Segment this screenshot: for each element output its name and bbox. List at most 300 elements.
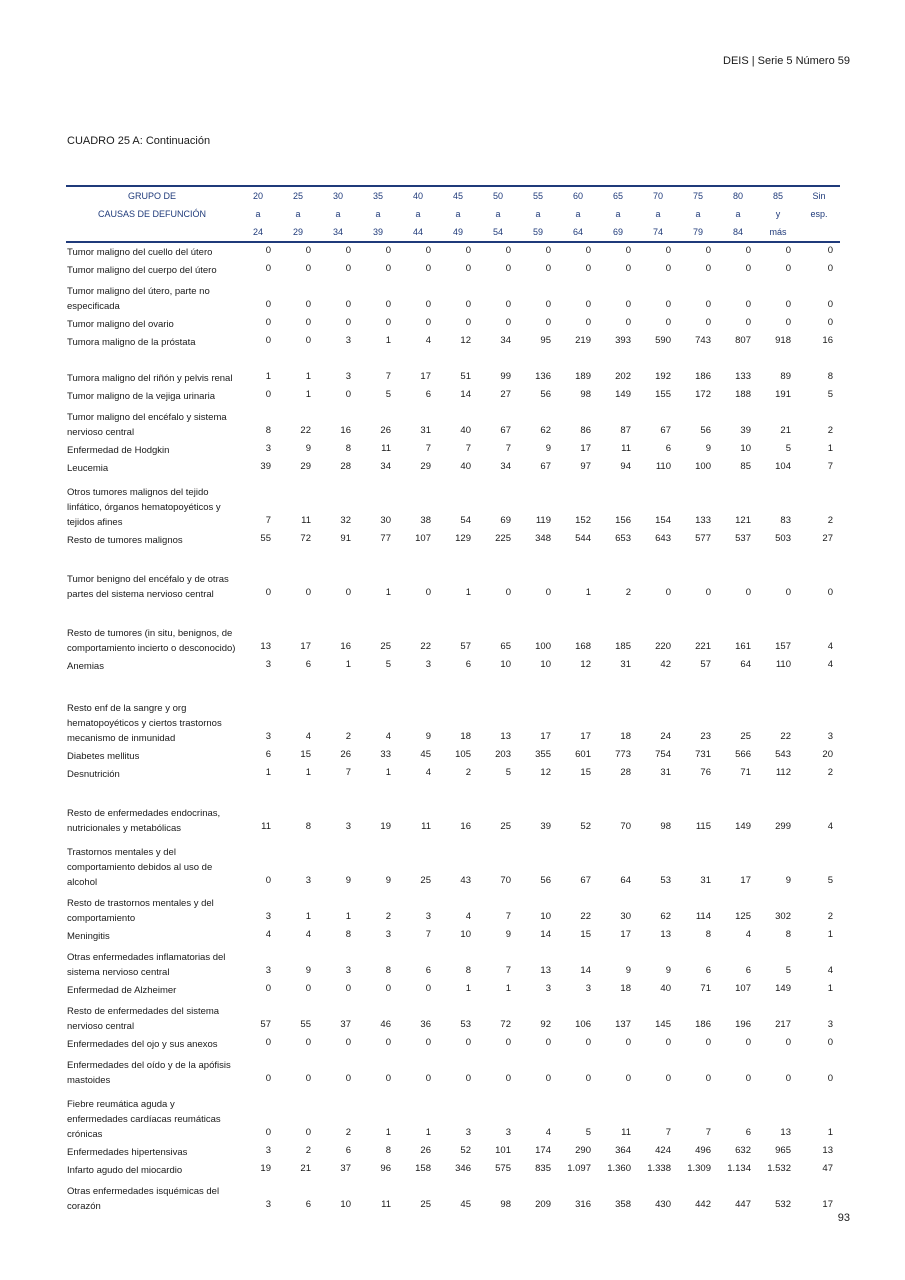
table-row bbox=[66, 602, 840, 656]
value-cell: 0 bbox=[827, 317, 833, 328]
table-row bbox=[66, 764, 840, 782]
value-cell: 1 bbox=[305, 911, 311, 922]
header-age-cell: y bbox=[775, 209, 781, 219]
value-cell: 0 bbox=[827, 587, 833, 598]
value-cell: 731 bbox=[695, 749, 711, 760]
value-cell: 0 bbox=[465, 317, 471, 328]
value-cell: 0 bbox=[585, 1073, 591, 1084]
value-cell: 86 bbox=[580, 425, 591, 436]
value-cell: 1.360 bbox=[607, 1163, 631, 1174]
value-cell: 0 bbox=[505, 317, 511, 328]
header-row bbox=[66, 205, 840, 223]
value-cell: 0 bbox=[785, 587, 791, 598]
value-cell: 16 bbox=[460, 821, 471, 832]
value-cell: 64 bbox=[620, 875, 631, 886]
value-cell: 2 bbox=[305, 1145, 311, 1156]
value-cell: 24 bbox=[660, 731, 671, 742]
value-cell: 0 bbox=[585, 245, 591, 256]
header-cause-cell bbox=[66, 223, 238, 242]
header-age-cell: 70 bbox=[638, 186, 678, 205]
value-cell: 1 bbox=[305, 389, 311, 400]
table-row bbox=[66, 746, 840, 764]
value-cell: 0 bbox=[385, 1037, 391, 1048]
value-cell: 55 bbox=[260, 533, 271, 544]
value-cell: 100 bbox=[535, 641, 551, 652]
value-cell: 1.338 bbox=[647, 1163, 671, 1174]
value-cell: 0 bbox=[305, 1127, 311, 1138]
value-cell: 0 bbox=[425, 983, 431, 994]
value-cell: 7 bbox=[345, 767, 351, 778]
value-cell: 2 bbox=[827, 515, 833, 526]
value-cell: 39 bbox=[540, 821, 551, 832]
value-cell: 0 bbox=[305, 263, 311, 274]
value-cell: 5 bbox=[385, 389, 391, 400]
table-body bbox=[66, 242, 840, 1214]
header-age-cell: a bbox=[255, 209, 261, 219]
value-cell: 1 bbox=[385, 767, 391, 778]
value-cell: 0 bbox=[545, 1037, 551, 1048]
value-cell: 4 bbox=[745, 929, 751, 940]
value-cell: 316 bbox=[575, 1199, 591, 1210]
value-cell: 0 bbox=[665, 587, 671, 598]
value-cell: 4 bbox=[425, 767, 431, 778]
header-age-cell: 45 bbox=[438, 186, 478, 205]
value-cell: 5 bbox=[785, 965, 791, 976]
value-cell: 12 bbox=[540, 767, 551, 778]
value-cell: 91 bbox=[340, 533, 351, 544]
value-cell: 0 bbox=[665, 299, 671, 310]
value-cell: 4 bbox=[827, 821, 833, 832]
value-cell: 12 bbox=[460, 335, 471, 346]
value-cell: 97 bbox=[580, 461, 591, 472]
value-cell: 5 bbox=[827, 875, 833, 886]
value-cell: 0 bbox=[265, 587, 271, 598]
cause-label: Diabetes mellitus bbox=[67, 751, 140, 762]
value-cell: 3 bbox=[265, 911, 271, 922]
value-cell: 9 bbox=[785, 875, 791, 886]
value-cell: 185 bbox=[615, 641, 631, 652]
value-cell: 496 bbox=[695, 1145, 711, 1156]
value-cell: 105 bbox=[455, 749, 471, 760]
header-age-cell: 34 bbox=[318, 223, 358, 242]
value-cell: 0 bbox=[665, 263, 671, 274]
value-cell: 4 bbox=[425, 335, 431, 346]
value-cell: 590 bbox=[655, 335, 671, 346]
value-cell: 4 bbox=[827, 659, 833, 670]
value-cell: 754 bbox=[655, 749, 671, 760]
table-row bbox=[66, 944, 840, 980]
table-row bbox=[66, 404, 840, 440]
value-cell: 136 bbox=[535, 371, 551, 382]
value-cell: 98 bbox=[500, 1199, 511, 1210]
value-cell: 10 bbox=[340, 1199, 351, 1210]
value-cell: 186 bbox=[695, 371, 711, 382]
value-cell: 28 bbox=[340, 461, 351, 472]
value-cell: 0 bbox=[745, 587, 751, 598]
value-cell: 6 bbox=[305, 659, 311, 670]
value-cell: 18 bbox=[620, 731, 631, 742]
value-cell: 46 bbox=[380, 1019, 391, 1030]
table-row bbox=[66, 836, 840, 890]
value-cell: 7 bbox=[827, 461, 833, 472]
value-cell: 40 bbox=[460, 461, 471, 472]
cause-label: Resto enf de la sangre y org hematopoyéticos y ciertos trastornos mecanismo de inmunidad bbox=[67, 703, 222, 744]
value-cell: 8 bbox=[705, 929, 711, 940]
value-cell: 133 bbox=[695, 515, 711, 526]
table-row bbox=[66, 350, 840, 386]
value-cell: 69 bbox=[500, 515, 511, 526]
cause-label: Resto de enfermedades endocrinas, nutricionales y metabólicas bbox=[67, 808, 221, 834]
value-cell: 2 bbox=[827, 911, 833, 922]
header-age-cell: 85 bbox=[758, 186, 798, 205]
value-cell: 0 bbox=[305, 317, 311, 328]
value-cell: 0 bbox=[465, 1073, 471, 1084]
value-cell: 0 bbox=[665, 317, 671, 328]
value-cell: 217 bbox=[775, 1019, 791, 1030]
value-cell: 106 bbox=[575, 1019, 591, 1030]
header-age-cell: 30 bbox=[318, 186, 358, 205]
value-cell: 8 bbox=[785, 929, 791, 940]
value-cell: 566 bbox=[735, 749, 751, 760]
value-cell: 3 bbox=[265, 1199, 271, 1210]
value-cell: 110 bbox=[655, 461, 671, 472]
table-row bbox=[66, 1178, 840, 1214]
header-age-cell: 59 bbox=[518, 223, 558, 242]
header-age-cell: 49 bbox=[438, 223, 478, 242]
cause-label: Meningitis bbox=[67, 931, 110, 942]
value-cell: 26 bbox=[420, 1145, 431, 1156]
value-cell: 54 bbox=[460, 515, 471, 526]
value-cell: 55 bbox=[300, 1019, 311, 1030]
value-cell: 115 bbox=[695, 821, 711, 832]
cause-label: Trastornos mentales y del comportamiento debidos al uso de alcohol bbox=[67, 847, 213, 888]
value-cell: 0 bbox=[265, 335, 271, 346]
header-age-cell: 40 bbox=[398, 186, 438, 205]
value-cell: 5 bbox=[585, 1127, 591, 1138]
value-cell: 1 bbox=[585, 587, 591, 598]
header-cause-cell: CAUSAS DE DEFUNCIÓN bbox=[97, 209, 206, 219]
value-cell: 25 bbox=[740, 731, 751, 742]
value-cell: 3 bbox=[345, 371, 351, 382]
value-cell: 1 bbox=[345, 911, 351, 922]
value-cell: 0 bbox=[785, 263, 791, 274]
header-row bbox=[66, 223, 840, 242]
value-cell: 575 bbox=[495, 1163, 511, 1174]
value-cell: 31 bbox=[660, 767, 671, 778]
value-cell: 156 bbox=[615, 515, 631, 526]
value-cell: 17 bbox=[620, 929, 631, 940]
value-cell: 424 bbox=[655, 1145, 671, 1156]
value-cell: 27 bbox=[500, 389, 511, 400]
value-cell: 918 bbox=[775, 335, 791, 346]
cause-label: Resto de tumores (in situ, benignos, de comportamiento incierto o desconocido) bbox=[67, 628, 236, 654]
value-cell: 3 bbox=[265, 731, 271, 742]
value-cell: 129 bbox=[455, 533, 471, 544]
value-cell: 2 bbox=[827, 425, 833, 436]
value-cell: 5 bbox=[785, 443, 791, 454]
value-cell: 0 bbox=[785, 299, 791, 310]
value-cell: 67 bbox=[580, 875, 591, 886]
header-age-cell: 35 bbox=[358, 186, 398, 205]
cause-label: Anemias bbox=[67, 661, 104, 672]
value-cell: 302 bbox=[775, 911, 791, 922]
value-cell: 4 bbox=[305, 929, 311, 940]
value-cell: 225 bbox=[495, 533, 511, 544]
cause-label: Tumor maligno del útero, parte no especificada bbox=[67, 286, 210, 312]
value-cell: 13 bbox=[260, 641, 271, 652]
header-age-cell bbox=[798, 223, 840, 242]
value-cell: 0 bbox=[265, 389, 271, 400]
value-cell: 9 bbox=[305, 443, 311, 454]
value-cell: 37 bbox=[340, 1163, 351, 1174]
value-cell: 3 bbox=[505, 1127, 511, 1138]
value-cell: 107 bbox=[415, 533, 431, 544]
value-cell: 0 bbox=[265, 263, 271, 274]
value-cell: 348 bbox=[535, 533, 551, 544]
value-cell: 1.309 bbox=[687, 1163, 711, 1174]
cause-label: Otras enfermedades isquémicas del corazón bbox=[67, 1186, 220, 1212]
table-row bbox=[66, 548, 840, 602]
value-cell: 22 bbox=[780, 731, 791, 742]
table-row bbox=[66, 1034, 840, 1052]
value-cell: 70 bbox=[620, 821, 631, 832]
value-cell: 0 bbox=[745, 245, 751, 256]
header-age-cell: a bbox=[535, 209, 541, 219]
value-cell: 174 bbox=[535, 1145, 551, 1156]
value-cell: 14 bbox=[580, 965, 591, 976]
value-cell: 53 bbox=[460, 1019, 471, 1030]
value-cell: 5 bbox=[827, 389, 833, 400]
value-cell: 0 bbox=[827, 245, 833, 256]
value-cell: 3 bbox=[827, 731, 833, 742]
value-cell: 3 bbox=[465, 1127, 471, 1138]
value-cell: 2 bbox=[827, 767, 833, 778]
value-cell: 1 bbox=[305, 767, 311, 778]
value-cell: 100 bbox=[695, 461, 711, 472]
mortality-table-container bbox=[66, 185, 840, 1214]
value-cell: 3 bbox=[345, 965, 351, 976]
value-cell: 643 bbox=[655, 533, 671, 544]
value-cell: 56 bbox=[540, 875, 551, 886]
value-cell: 18 bbox=[460, 731, 471, 742]
value-cell: 430 bbox=[655, 1199, 671, 1210]
value-cell: 1 bbox=[827, 443, 833, 454]
value-cell: 62 bbox=[540, 425, 551, 436]
value-cell: 221 bbox=[695, 641, 711, 652]
value-cell: 0 bbox=[545, 299, 551, 310]
value-cell: 40 bbox=[660, 983, 671, 994]
value-cell: 0 bbox=[465, 263, 471, 274]
value-cell: 121 bbox=[735, 515, 751, 526]
header-age-cell: 84 bbox=[718, 223, 758, 242]
value-cell: 0 bbox=[385, 317, 391, 328]
header-age-cell: 25 bbox=[278, 186, 318, 205]
value-cell: 543 bbox=[775, 749, 791, 760]
value-cell: 89 bbox=[780, 371, 791, 382]
value-cell: 188 bbox=[735, 389, 751, 400]
value-cell: 9 bbox=[385, 875, 391, 886]
value-cell: 149 bbox=[775, 983, 791, 994]
value-cell: 2 bbox=[345, 1127, 351, 1138]
value-cell: 98 bbox=[580, 389, 591, 400]
value-cell: 13 bbox=[822, 1145, 833, 1156]
value-cell: 0 bbox=[265, 1073, 271, 1084]
value-cell: 149 bbox=[615, 389, 631, 400]
value-cell: 9 bbox=[545, 443, 551, 454]
cause-label: Infarto agudo del miocardio bbox=[67, 1165, 183, 1176]
value-cell: 7 bbox=[385, 371, 391, 382]
value-cell: 0 bbox=[827, 1073, 833, 1084]
value-cell: 67 bbox=[500, 425, 511, 436]
table-row bbox=[66, 1160, 840, 1178]
value-cell: 5 bbox=[385, 659, 391, 670]
value-cell: 0 bbox=[625, 317, 631, 328]
value-cell: 6 bbox=[745, 1127, 751, 1138]
value-cell: 6 bbox=[305, 1199, 311, 1210]
value-cell: 0 bbox=[265, 245, 271, 256]
value-cell: 0 bbox=[745, 1037, 751, 1048]
header-age-cell: 75 bbox=[678, 186, 718, 205]
value-cell: 0 bbox=[745, 1073, 751, 1084]
value-cell: 202 bbox=[615, 371, 631, 382]
value-cell: 51 bbox=[460, 371, 471, 382]
value-cell: 0 bbox=[265, 875, 271, 886]
page-number: 93 bbox=[837, 1212, 850, 1224]
value-cell: 1 bbox=[425, 1127, 431, 1138]
value-cell: 72 bbox=[300, 533, 311, 544]
value-cell: 8 bbox=[345, 929, 351, 940]
value-cell: 33 bbox=[380, 749, 391, 760]
value-cell: 7 bbox=[665, 1127, 671, 1138]
value-cell: 11 bbox=[421, 821, 431, 832]
value-cell: 0 bbox=[425, 263, 431, 274]
value-cell: 152 bbox=[575, 515, 591, 526]
value-cell: 0 bbox=[305, 335, 311, 346]
table-row bbox=[66, 980, 840, 998]
value-cell: 632 bbox=[735, 1145, 751, 1156]
value-cell: 3 bbox=[425, 659, 431, 670]
value-cell: 30 bbox=[380, 515, 391, 526]
table-row bbox=[66, 530, 840, 548]
value-cell: 34 bbox=[500, 335, 511, 346]
value-cell: 17 bbox=[822, 1199, 833, 1210]
cause-label: Tumor maligno del cuello del útero bbox=[67, 247, 213, 258]
value-cell: 7 bbox=[505, 965, 511, 976]
value-cell: 0 bbox=[505, 587, 511, 598]
value-cell: 7 bbox=[265, 515, 271, 526]
value-cell: 1.134 bbox=[727, 1163, 751, 1174]
value-cell: 0 bbox=[465, 1037, 471, 1048]
value-cell: 57 bbox=[700, 659, 711, 670]
value-cell: 0 bbox=[785, 1073, 791, 1084]
table-row bbox=[66, 1052, 840, 1088]
value-cell: 32 bbox=[340, 515, 351, 526]
value-cell: 6 bbox=[265, 749, 271, 760]
header-age-cell: a bbox=[735, 209, 741, 219]
value-cell: 9 bbox=[705, 443, 711, 454]
value-cell: 98 bbox=[660, 821, 671, 832]
value-cell: 19 bbox=[380, 821, 391, 832]
value-cell: 0 bbox=[745, 263, 751, 274]
value-cell: 45 bbox=[420, 749, 431, 760]
value-cell: 77 bbox=[380, 533, 391, 544]
table-row bbox=[66, 458, 840, 476]
value-cell: 0 bbox=[545, 1073, 551, 1084]
value-cell: 158 bbox=[415, 1163, 431, 1174]
value-cell: 0 bbox=[345, 263, 351, 274]
header-age-cell: 64 bbox=[558, 223, 598, 242]
value-cell: 0 bbox=[265, 1127, 271, 1138]
value-cell: 13 bbox=[540, 965, 551, 976]
value-cell: 3 bbox=[345, 821, 351, 832]
value-cell: 0 bbox=[385, 245, 391, 256]
value-cell: 196 bbox=[735, 1019, 751, 1030]
value-cell: 393 bbox=[615, 335, 631, 346]
value-cell: 17 bbox=[580, 443, 591, 454]
value-cell: 34 bbox=[500, 461, 511, 472]
value-cell: 0 bbox=[425, 1037, 431, 1048]
value-cell: 149 bbox=[735, 821, 751, 832]
header-age-cell: a bbox=[455, 209, 461, 219]
value-cell: 83 bbox=[780, 515, 791, 526]
value-cell: 16 bbox=[822, 335, 833, 346]
value-cell: 0 bbox=[665, 245, 671, 256]
value-cell: 161 bbox=[735, 641, 751, 652]
value-cell: 0 bbox=[705, 587, 711, 598]
value-cell: 104 bbox=[775, 461, 791, 472]
value-cell: 6 bbox=[745, 965, 751, 976]
value-cell: 0 bbox=[545, 317, 551, 328]
value-cell: 186 bbox=[695, 1019, 711, 1030]
value-cell: 14 bbox=[460, 389, 471, 400]
value-cell: 133 bbox=[735, 371, 751, 382]
value-cell: 26 bbox=[380, 425, 391, 436]
value-cell: 34 bbox=[380, 461, 391, 472]
value-cell: 155 bbox=[655, 389, 671, 400]
cause-label: Resto de tumores malignos bbox=[67, 535, 183, 546]
value-cell: 30 bbox=[620, 911, 631, 922]
value-cell: 0 bbox=[545, 587, 551, 598]
value-cell: 0 bbox=[585, 263, 591, 274]
value-cell: 17 bbox=[420, 371, 431, 382]
value-cell: 0 bbox=[425, 299, 431, 310]
cause-label: Otras enfermedades inflamatorias del sistema nervioso central bbox=[67, 952, 226, 978]
value-cell: 38 bbox=[420, 515, 431, 526]
table-header bbox=[66, 186, 840, 242]
cause-label: Otros tumores malignos del tejido linfático, órganos hematopoyéticos y tejidos afines bbox=[67, 487, 221, 528]
header-age-cell: 69 bbox=[598, 223, 638, 242]
value-cell: 10 bbox=[500, 659, 511, 670]
value-cell: 0 bbox=[585, 1037, 591, 1048]
value-cell: 13 bbox=[500, 731, 511, 742]
table-row bbox=[66, 890, 840, 926]
value-cell: 22 bbox=[300, 425, 311, 436]
header-cause-cell: GRUPO DE bbox=[66, 186, 238, 205]
value-cell: 31 bbox=[700, 875, 711, 886]
value-cell: 96 bbox=[380, 1163, 391, 1174]
value-cell: 0 bbox=[345, 299, 351, 310]
table-row bbox=[66, 1142, 840, 1160]
value-cell: 0 bbox=[827, 299, 833, 310]
value-cell: 3 bbox=[265, 965, 271, 976]
value-cell: 0 bbox=[265, 1037, 271, 1048]
value-cell: 0 bbox=[305, 983, 311, 994]
value-cell: 29 bbox=[300, 461, 311, 472]
value-cell: 11 bbox=[381, 1199, 391, 1210]
value-cell: 0 bbox=[345, 587, 351, 598]
value-cell: 3 bbox=[265, 659, 271, 670]
value-cell: 203 bbox=[495, 749, 511, 760]
